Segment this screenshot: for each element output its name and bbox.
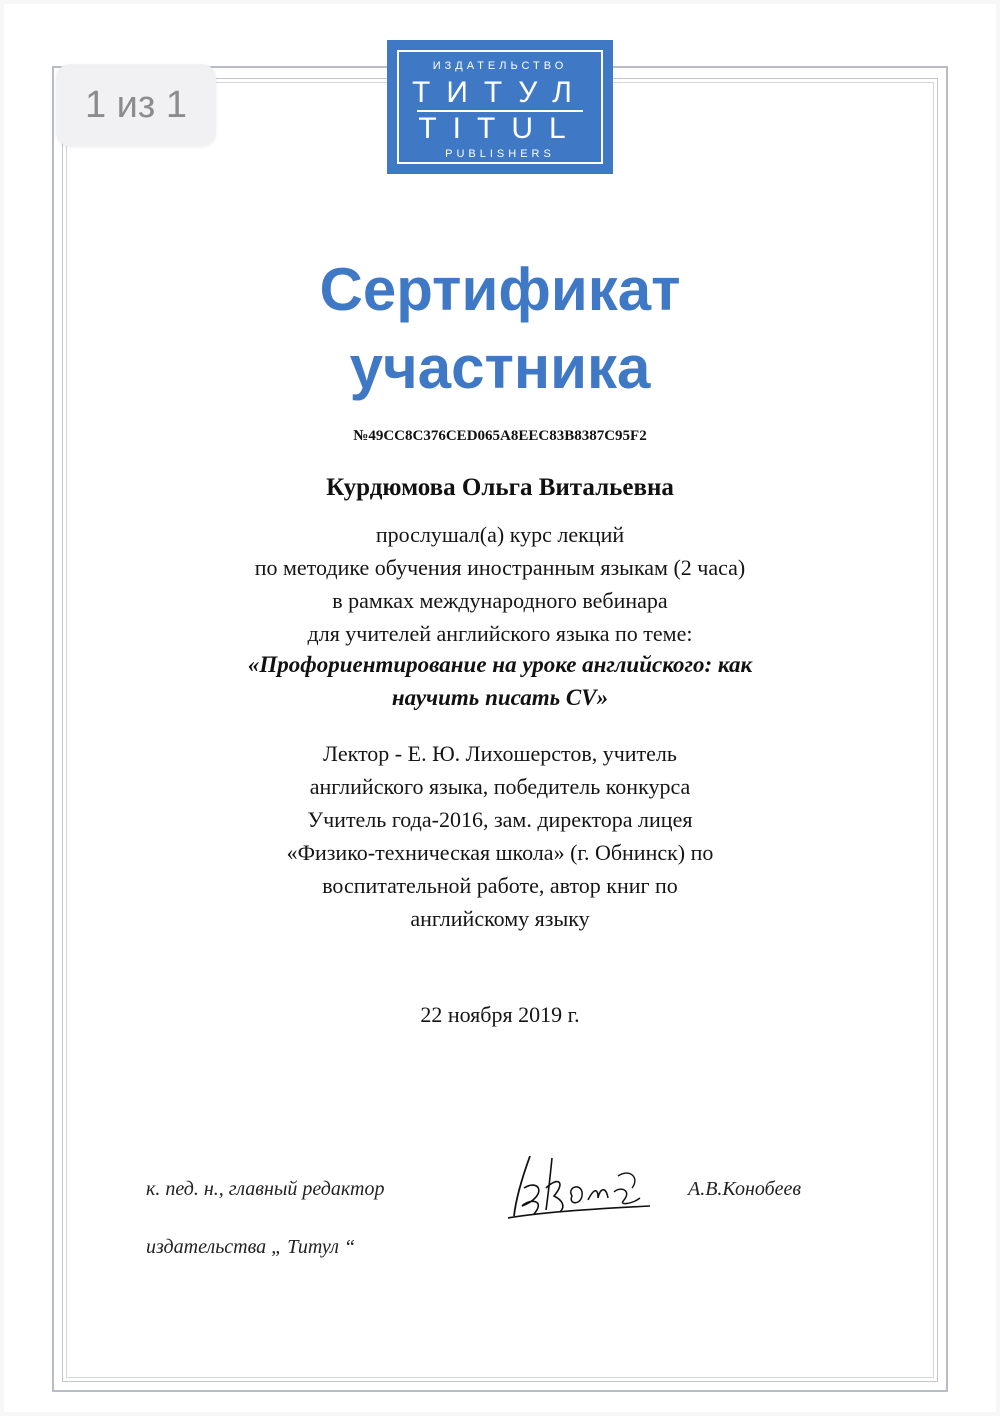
lector-line: Учитель года-2016, зам. директора лицея — [307, 807, 693, 832]
lector-line: английского языка, победитель конкурса — [309, 774, 691, 799]
lector-line: английскому языку — [410, 906, 590, 931]
page-counter-badge: 1 из 1 — [56, 64, 216, 146]
description-line: по методике обучения иностранным языкам (2 часа) — [254, 555, 746, 580]
certificate-number: №49CC8C376CED065A8EEC83B8387C95F2 — [353, 428, 647, 444]
logo-top-text: ИЗДАТЕЛЬСТВО — [432, 60, 568, 72]
description-line: прослушал(а) курс лекций — [375, 522, 625, 547]
titul-publishers-logo — [387, 40, 613, 174]
description-line: в рамках международного вебинара — [332, 588, 668, 613]
certificate-title-line2: участника — [349, 334, 651, 401]
signatory-title-line2: издательства „ Титул “ — [146, 1236, 356, 1258]
lector-line: Лектор - Е. Ю. Лихошерстов, учитель — [323, 741, 677, 766]
signatory-title-line1: к. пед. н., главный редактор — [146, 1178, 385, 1200]
topic-line: научить писать CV» — [391, 685, 609, 710]
certificate-title-line1: Сертификат — [319, 256, 681, 323]
signatory-name: А.В.Конобеев — [688, 1178, 802, 1200]
topic-line: «Профориентирование на уроке английского: как — [247, 652, 753, 677]
logo-line-cyrillic: ТИТУЛ — [412, 76, 588, 109]
lector-line: воспитательной работе, автор книг по — [322, 873, 678, 898]
certificate-date: 22 ноября 2019 г. — [420, 1002, 580, 1027]
logo-bottom-text: PUBLISHERS — [445, 148, 555, 160]
course-description — [0, 518, 1000, 650]
logo-frame — [397, 50, 603, 164]
logo-line-latin: TITUL — [418, 112, 582, 145]
lector-info — [0, 737, 1000, 935]
handwritten-signature — [500, 1148, 665, 1228]
description-line: для учителей английского языка по теме: — [307, 621, 693, 646]
webinar-topic — [0, 648, 1000, 714]
recipient-name: Курдюмова Ольга Витальевна — [326, 474, 674, 501]
lector-line: «Физико-техническая школа» (г. Обнинск) по — [286, 840, 714, 865]
